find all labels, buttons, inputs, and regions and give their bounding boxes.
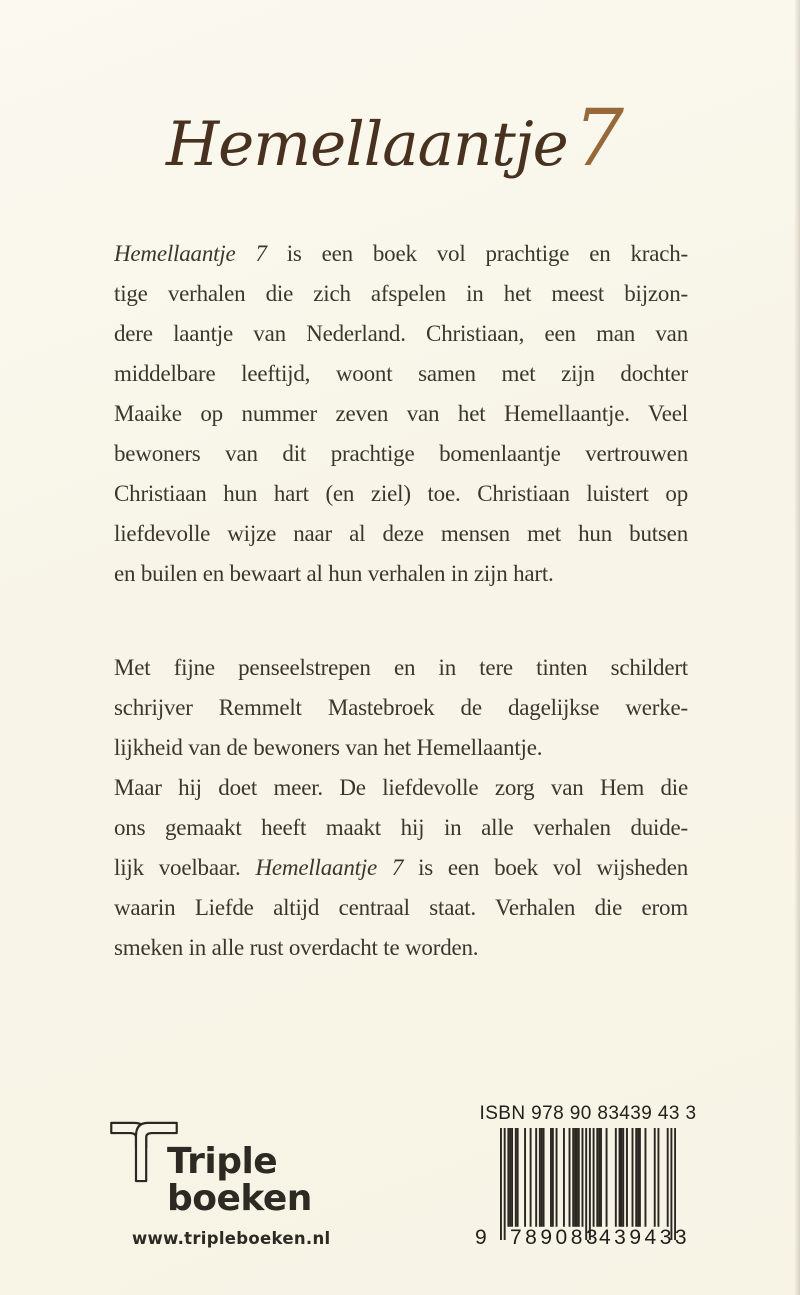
text-line: Maaike op nummer zeven van het Hemellaantje. Veel (114, 401, 688, 426)
barcode-digit-first: 9 (475, 1226, 487, 1249)
text-line: en builen en bewaart al hun verhalen in zijn hart. (114, 561, 554, 586)
book-title-number: 7 (573, 92, 625, 184)
publisher-website: www.tripleboeken.nl (132, 1229, 331, 1248)
publisher-name-line1: Triple (167, 1141, 278, 1182)
paragraph (114, 768, 688, 968)
publisher-name (167, 1143, 312, 1217)
text-line: Maar hij doet meer. De liefdevolle zorg van Hem die (114, 775, 688, 800)
barcode-digits-group1: 789083 (510, 1226, 602, 1249)
text-line: waarin Liefde altijd centraal staat. Verhalen die erom (114, 895, 688, 920)
barcode-digits-group2: 439433 (599, 1226, 691, 1249)
paragraph (114, 234, 688, 594)
text-line: tige verhalen die zich afspelen in het meest bijzon- (114, 281, 688, 306)
book-title-text: Hemellaantje (165, 109, 568, 180)
book-title (0, 92, 790, 184)
text-line: Met fijne penseelstrepen en in tere tinten schildert (114, 655, 688, 680)
back-cover-text (114, 234, 688, 968)
text-line: schrijver Remmelt Mastebroek de dagelijkse werke- (114, 695, 688, 720)
text-line: lijkheid van de bewoners van het Hemellaantje. (114, 735, 543, 760)
publisher-name-line2: boeken (167, 1178, 312, 1219)
text-line: bewoners van dit prachtige bomenlaantje vertrouwen (114, 441, 688, 466)
text-line: Christiaan hun hart (en ziel) toe. Christiaan luistert op (114, 481, 688, 506)
text-line: ons gemaakt heeft maakt hij in alle verhalen duide- (114, 815, 688, 840)
paragraph (114, 648, 688, 768)
text-line: Hemellaantje 7 is een boek vol prachtige en krach- (114, 241, 688, 266)
isbn-label: ISBN 978 90 83439 43 3 (479, 1103, 697, 1124)
text-line: dere laantje van Nederland. Christiaan, een man van (114, 321, 688, 346)
text-line: smeken in alle rust overdacht te worden. (114, 935, 479, 960)
text-line: liefdevolle wijze naar al deze mensen met hun butsen (114, 521, 688, 546)
ean13-barcode (500, 1128, 676, 1240)
text-line: lijk voelbaar. Hemellaantje 7 is een boek vol wijsheden (114, 855, 688, 880)
text-line: middelbare leeftijd, woont samen met zijn dochter (114, 361, 688, 386)
